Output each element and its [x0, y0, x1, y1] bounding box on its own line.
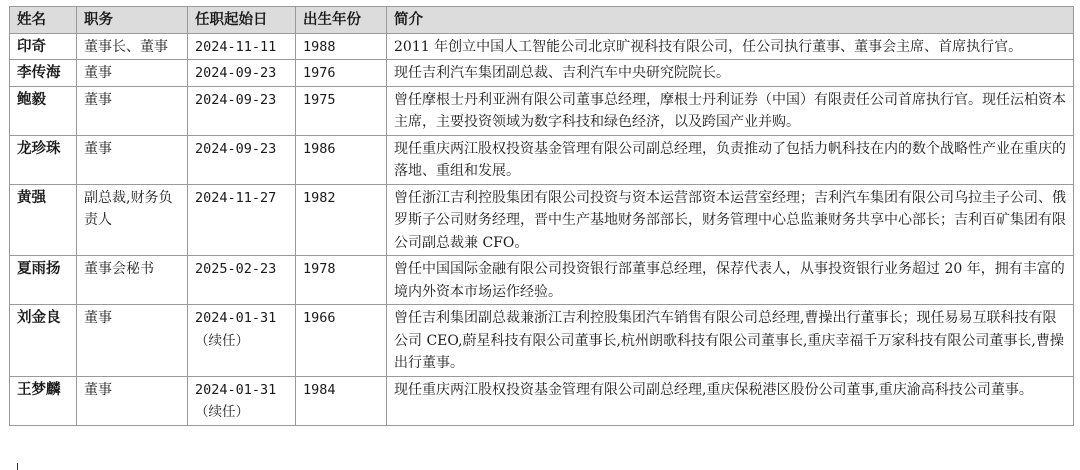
start-date-value: 2024-09-23 [195, 65, 277, 81]
table-row [10, 33, 1074, 60]
start-date [188, 33, 296, 60]
start-date [188, 86, 296, 135]
start-date-value: 2024-09-23 [195, 140, 277, 157]
person-position: 董事长、董事 [77, 33, 188, 60]
person-position: 董事 [77, 305, 188, 377]
table-row [10, 135, 1074, 184]
person-name: 龙珍珠 [10, 135, 77, 184]
start-date-value: 2024-11-11 [195, 38, 277, 55]
person-bio: 2011 年创立中国人工智能公司北京旷视科技有限公司，任公司执行董事、董事会主席、首席执行官。 [387, 33, 1074, 60]
start-date [188, 135, 296, 184]
person-name: 鲍毅 [10, 86, 77, 135]
table-row [10, 60, 1074, 87]
person-position: 董事 [77, 86, 188, 135]
person-bio: 曾任中国国际金融有限公司投资银行部董事总经理，保荐代表人，从事投资银行业务超过 20 年，拥有丰富的境内外资本市场运作经验。 [387, 256, 1074, 305]
person-position: 副总裁,财务负责人 [77, 184, 188, 256]
start-date-value: 2024-11-27 [195, 189, 277, 206]
start-date [188, 305, 296, 377]
birth-year: 1986 [296, 135, 387, 184]
person-position: 董事 [77, 376, 188, 425]
start-date-value: 2024-01-31 [195, 310, 277, 326]
table-row [10, 86, 1074, 135]
text-cursor-mark [17, 463, 18, 470]
reappointed-note: （续任） [195, 332, 249, 349]
person-name: 夏雨扬 [10, 256, 77, 305]
header-bio: 简介 [387, 7, 1074, 34]
person-position: 董事 [77, 60, 188, 87]
start-date [188, 60, 296, 87]
header-position: 职务 [77, 7, 188, 34]
person-bio: 现任重庆两江股权投资基金管理有限公司副总经理，负责推动了包括力帆科技在内的数个战略性产业在重庆的落地、重组和发展。 [387, 135, 1074, 184]
start-date-value: 2024-09-23 [195, 91, 277, 108]
person-bio: 曾任浙江吉利控股集团有限公司投资与资本运营部资本运营室经理；吉利汽车集团有限公司乌拉圭子公司、俄罗斯子公司财务经理，晋中生产基地财务部部长，财务管理中心总监兼财务共享中心部长；吉利百矿集团有限公司副总裁兼 CFO。 [387, 184, 1074, 256]
start-date [188, 184, 296, 256]
reappointed-note: （续任） [195, 404, 249, 420]
birth-year: 1982 [296, 184, 387, 256]
birth-year: 1976 [296, 60, 387, 87]
person-name: 李传海 [10, 60, 77, 87]
header-birth-year: 出生年份 [296, 7, 387, 34]
person-position: 董事 [77, 135, 188, 184]
person-name: 黄强 [10, 184, 77, 256]
birth-year: 1978 [296, 256, 387, 305]
table-row [10, 184, 1074, 256]
birth-year: 1975 [296, 86, 387, 135]
table-row [10, 256, 1074, 305]
person-bio: 现任吉利汽车集团副总裁、吉利汽车中央研究院院长。 [387, 60, 1074, 87]
table-row [10, 376, 1074, 425]
header-start-date: 任职起始日 [188, 7, 296, 34]
person-bio: 曾任吉利集团副总裁兼浙江吉利控股集团汽车销售有限公司总经理,曹操出行董事长；现任易易互联科技有限公司 CEO,蔚星科技有限公司董事长,杭州朗歌科技有限公司董事长,重庆幸福千万家科技有限公司董事长,曹操出行董事。 [387, 305, 1074, 377]
person-bio: 现任重庆两江股权投资基金管理有限公司副总经理,重庆保税港区股份公司董事,重庆渝高科技公司董事。 [387, 376, 1074, 425]
person-bio: 曾任摩根士丹利亚洲有限公司董事总经理，摩根士丹利证券（中国）有限责任公司首席执行官。现任沄柏资本主席，主要投资领域为数字科技和绿色经济，以及跨国产业并购。 [387, 86, 1074, 135]
table-row [10, 305, 1074, 377]
birth-year: 1984 [296, 376, 387, 425]
birth-year: 1988 [296, 33, 387, 60]
table-header-row [10, 7, 1074, 34]
person-name: 王梦麟 [10, 376, 77, 425]
header-name: 姓名 [10, 7, 77, 34]
birth-year: 1966 [296, 305, 387, 377]
person-name: 刘金良 [10, 305, 77, 377]
start-date [188, 256, 296, 305]
start-date-value: 2024-01-31 [195, 381, 277, 398]
directors-table [9, 6, 1074, 426]
start-date [188, 376, 296, 425]
person-position: 董事会秘书 [77, 256, 188, 305]
start-date-value: 2025-02-23 [195, 261, 277, 277]
person-name: 印奇 [10, 33, 77, 60]
